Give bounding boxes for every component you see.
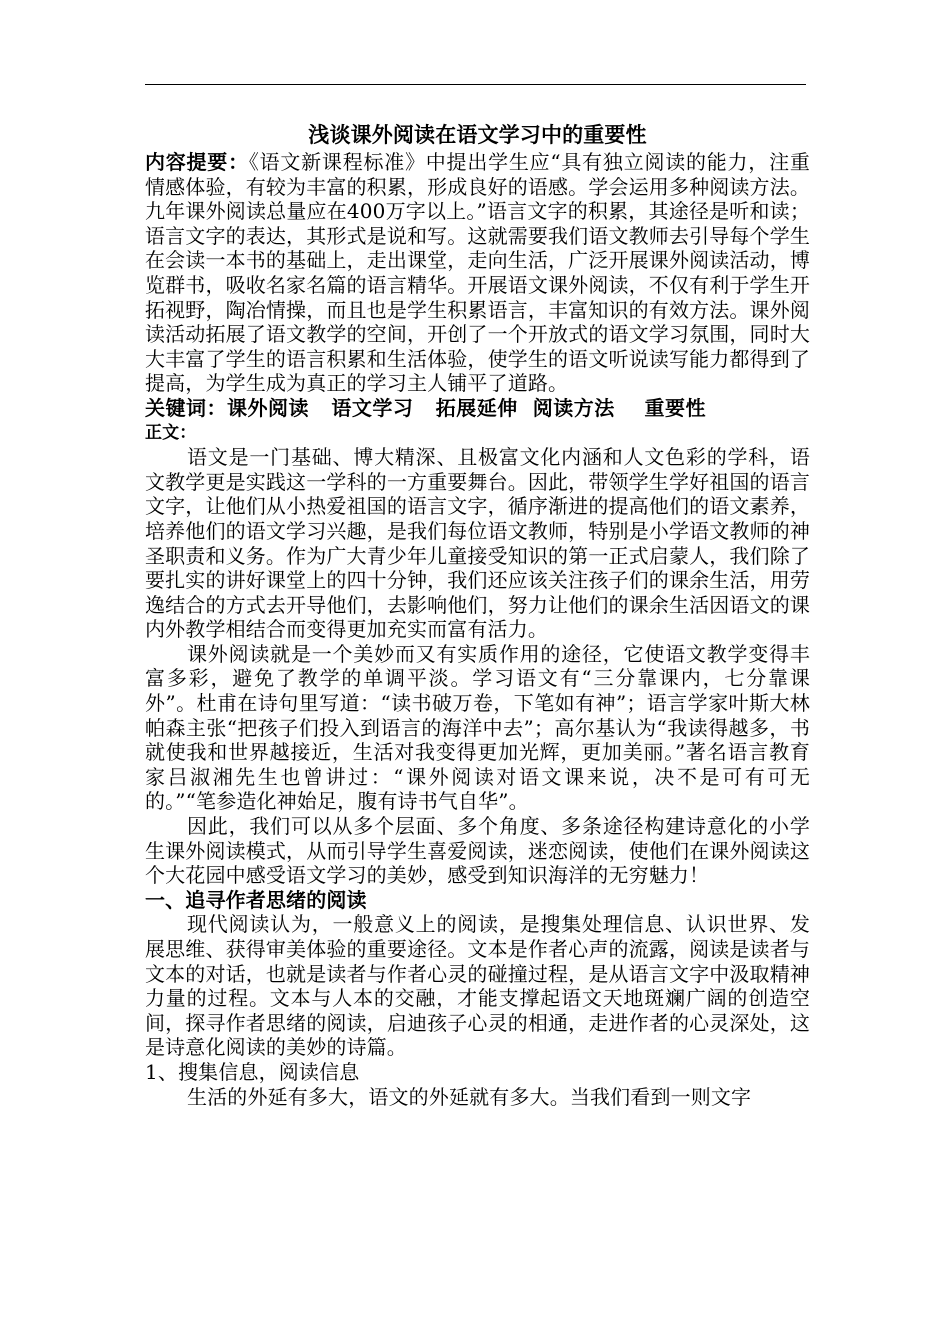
paragraph: 生活的外延有多大，语文的外延就有多大。当我们看到一则文字 [187,1084,752,1109]
paragraph: 因此，我们可以从多个层面、多个角度、多条途径构建诗意化的小学生课外阅读模式，从而引导学生喜爱阅读，迷恋阅读，使他们在课外阅读这个大花园中感受语文学习的美妙，感受到知识海洋的无穷魅力！ [145,814,810,888]
document-title: 浅谈课外阅读在语文学习中的重要性 [308,122,647,147]
paragraph: 课外阅读就是一个美妙而又有实质作用的途径，它使语文教学变得丰富多彩，避免了教学的单调平淡。学习语文有“三分靠课内，七分靠课外”。杜甫在诗句里写道：“读书破万卷，下笔如有神”；语言学家叶斯大林帕森主张“把孩子们投入到语言的海洋中去”；高尔基认为“我读得越多，书就使我和世界越接近，生活对我变得更加光辉，更加美丽。”著名语言教育家吕淑湘先生也曾讲过：“课外阅读对语文课来说，决不是可有可无的。”“笔参造化神始足，腹有诗书气自华”。 [145,641,810,814]
abstract-label: 内容提要： [145,150,249,174]
abstract-text: 《语文新课程标准》中提出学生应“具有独立阅读的能力，注重情感体验，有较为丰富的积累，形成良好的语感。学会运用多种阅读方法。九年课外阅读总量应在400万字以上。”语言文字的积累，其途径是听和读；语言文字的表达，其形式是说和写。这就需要我们语文教师去引导每个学生在会读一本书的基础上，走出课堂，走向生活，广泛开展课外阅读活动，博览群书，吸收名家名篇的语言精华。开展语文课外阅读，不仅有利于学生开拓视野，陶冶情操，而且也是学生积累语言，丰富知识的有效方法。课外阅读活动拓展了语文教学的空间，开创了一个开放式的语文学习氛围，同时大大丰富了学生的语言积累和生活体验，使学生的语文听说读写能力都得到了提高，为学生成为真正的学习主人铺平了道路。 [145,150,811,396]
body-label: 正文： [145,422,197,443]
header-rule [145,84,806,85]
section-heading: 一、追寻作者思绪的阅读 [145,887,367,912]
document-content [145,120,810,1109]
abstract [145,150,810,396]
paragraph: 现代阅读认为，一般意义上的阅读，是搜集处理信息、认识世界、发展思维、获得审美体验的重要途径。文本是作者心声的流露，阅读是读者与文本的对话，也就是读者与作者心灵的碰撞过程，是从语言文字中汲取精神力量的过程。文本与人本的交融，才能支撑起语文天地斑斓广阔的创造空间，探寻作者思绪的阅读，启迪孩子心灵的相通，走进作者的心灵深处，这是诗意化阅读的美妙的诗篇。 [145,912,810,1060]
paragraph: 语文是一门基础、博大精深、且极富文化内涵和人文色彩的学科，语文教学更是实践这一学科的一方重要舞台。因此，带领学生学好祖国的语言文字，让他们从小热爱祖国的语言文字，循序渐进的提高他们的语文素养，培养他们的语文学习兴趣，是我们每位语文教师，特别是小学语文教师的神圣职责和义务。作为广大青少年儿童接受知识的第一正式启蒙人，我们除了要扎实的讲好课堂上的四十分钟，我们还应该关注孩子们的课余生活，用劳逸结合的方式去开导他们，去影响他们，努力让他们的课余生活因语文的课内外教学相结合而变得更加充实而富有活力。 [145,445,810,642]
keywords: 关键词：课外阅读 语文学习 拓展延伸 阅读方法 重要性 [145,395,707,420]
subsection-heading: 1、搜集信息，阅读信息 [145,1059,360,1084]
